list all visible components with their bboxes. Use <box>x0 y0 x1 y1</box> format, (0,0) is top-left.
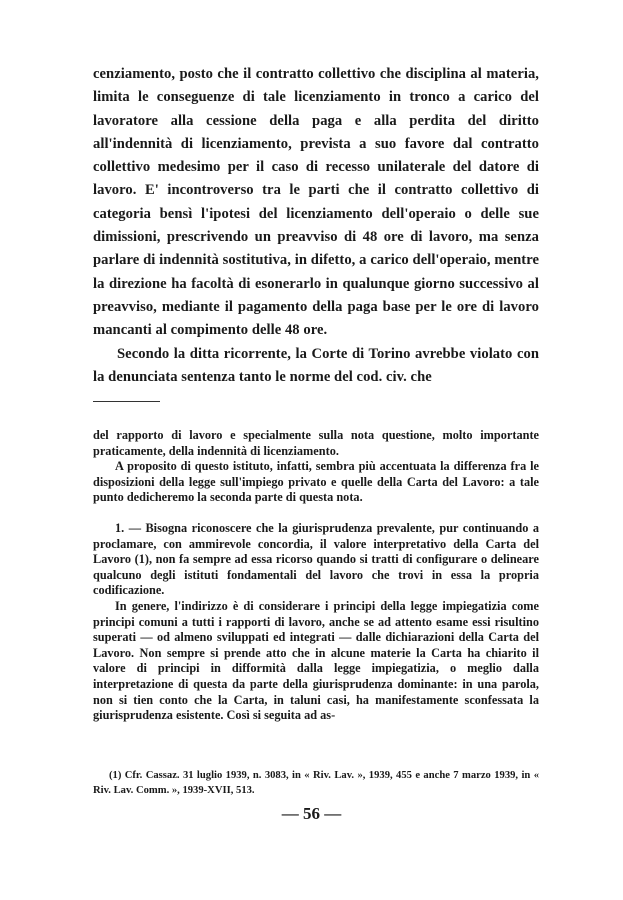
main-paragraph: cenziamento, posto che il contratto collettivo che disciplina al materia, limita le conseguenze di tale licenziamento in tronco a carico del lavoratore alla cessione della paga e alla perdita del diritto all'indennità di licenziamento, prevista a suo favore dal contratto collettivo medesimo per il caso di recesso unilaterale del datore di lavoro. E' incontroverso tra le parti che il contratto collettivo di categoria bensì l'ipotesi del licenziamento dell'operaio o delle sue dimissioni, prescrivendo un preavviso di 48 ore di lavoro, ma senza parlare di indennità sostitutiva, in difetto, a carico dell'operaio, mentre la direzione ha facoltà di esonerarlo in qualunque giorno successivo al preavviso, mediante il pagamento della paga base per le ore di lavoro mancanti al compimento delle 48 ore. <box>93 66 539 339</box>
main-paragraph: Secondo la ditta ricorrente, la Corte di Torino avrebbe violato con la denunciata sentenza tanto le norme del cod. civ. che <box>93 345 539 385</box>
note-text-block <box>93 428 539 724</box>
footnote-text: (1) Cfr. Cassaz. 31 luglio 1939, n. 3083, in « Riv. Lav. », 1939, 455 e anche 7 marzo 1939, in « Riv. Lav. Comm. », 1939-XVII, 513. <box>93 770 539 796</box>
main-text-block <box>93 63 539 389</box>
note-separator-rule <box>93 401 160 402</box>
page-number: — 56 — <box>281 804 342 823</box>
note-paragraph: In genere, l'indirizzo è di considerare i principi della legge impiegatizia come principi comuni a tutti i rapporti di lavoro, anche se ad attento esame essi risultino superati — od almeno sviluppati ed integrati — dalle dichiarazioni della Carta del Lavoro. Non sempre si prende atto che in alcune materie la Carta ha chiarito il valore di principi in difformità dalla legge impiegatizia, o meglio dalla interpretazione di questa da parte della giurisprudenza dominante: in una parola, non si tien conto che la Carta, in taluni casi, ha manifestamente sconfessata la giurisprudenza esistente. Così si seguita ad as- <box>93 598 539 723</box>
note-paragraph: del rapporto di lavoro e specialmente sulla nota questione, molto importante praticamente, della indennità di licenziamento. <box>93 428 539 458</box>
footnote <box>93 768 539 798</box>
note-section-1: 1. — Bisogna riconoscere che la giurisprudenza prevalente, pur continuando a proclamare, con ammirevole concordia, il valore interpretativo della Carta del Lavoro (1), non fa sempre ad essa ricorso quando si tratti di configurare o delineare qualcuno degli istituti fondamentali del lavoro che trovi in essa la propria codificazione. <box>93 520 539 598</box>
note-paragraph: A proposito di questo istituto, infatti, sembra più accentuata la differenza fra le disposizioni della legge sull'impiego privato e quelle della Carta del Lavoro: a tale punto dedicheremo la seconda parte di questa nota. <box>93 459 539 505</box>
